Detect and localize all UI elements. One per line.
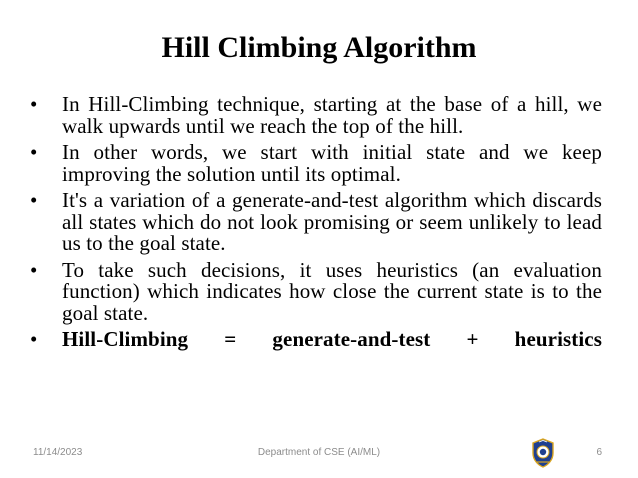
bullet-text: To take such decisions, it uses heuristics (an evaluation function) which indicates how close the current state is to the goal state. <box>62 257 602 325</box>
bullet-dot: • <box>30 140 38 164</box>
slide-title: Hill Climbing Algorithm <box>161 31 477 64</box>
bullet-item-2 <box>30 142 602 185</box>
footer-department: Department of CSE (AI/ML) <box>257 447 381 458</box>
bullet-dot: • <box>30 188 38 212</box>
bullet-item-1 <box>30 94 602 137</box>
page-number: 6 <box>596 447 602 458</box>
bullet-item-4 <box>30 257 602 325</box>
bullet-list <box>30 94 602 356</box>
institution-crest-icon <box>531 438 555 468</box>
bullet-item-3 <box>30 190 602 255</box>
bullet-dot: • <box>30 92 38 116</box>
bullet-text: It's a variation of a generate-and-test algorithm which discards all states which do not look promising or seem unlikely to lead us to the goal state. <box>62 188 602 255</box>
bullet-text-bold: Hill-Climbing = generate-and-test + heuristics <box>62 327 602 351</box>
bullet-dot: • <box>30 257 38 282</box>
bullet-text: In Hill-Climbing technique, starting at the base of a hill, we walk upwards until we reach the top of the hill. <box>62 92 602 138</box>
bullet-item-5 <box>30 329 602 351</box>
bullet-dot: • <box>30 327 38 351</box>
bullet-text: In other words, we start with initial state and we keep improving the solution until its optimal. <box>62 140 602 186</box>
footer-date: 11/14/2023 <box>33 447 83 458</box>
